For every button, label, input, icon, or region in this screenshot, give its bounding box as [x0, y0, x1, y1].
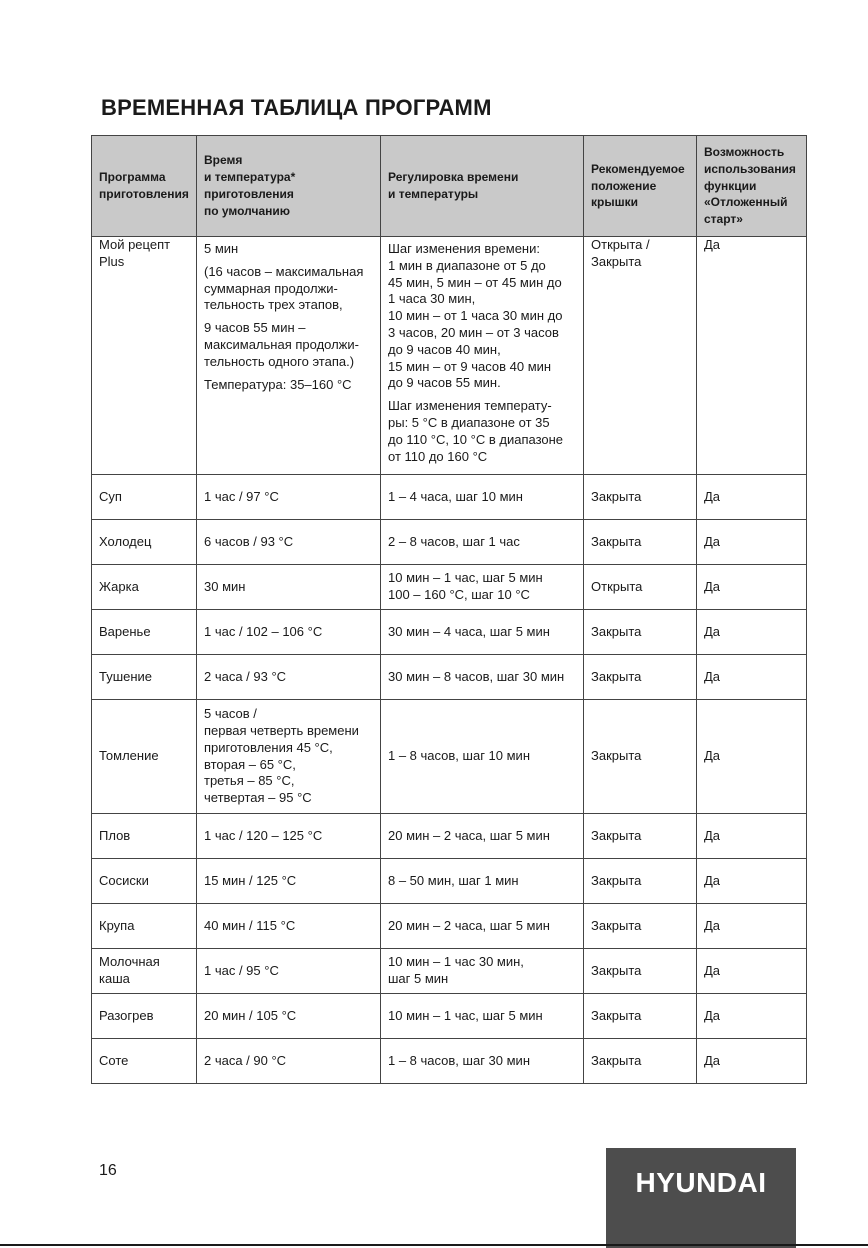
adjustment: 20 мин – 2 часа, шаг 5 мин — [381, 904, 584, 949]
program-name: Соте — [92, 1039, 197, 1084]
default-time: 5 часов / первая четверть времени приготовления 45 °C, вторая – 65 °C, третья – 85 °C, четвертая – 95 °C — [197, 700, 381, 814]
program-name: Молочная каша — [92, 949, 197, 994]
program-name: Плов — [92, 814, 197, 859]
default-time: 20 мин / 105 °C — [197, 994, 381, 1039]
lid-position: Закрыта — [584, 949, 697, 994]
table-row — [92, 994, 807, 1039]
header-program: Программа приготовления — [92, 136, 197, 237]
brand-wordmark: HYUNDAI — [635, 1167, 767, 1198]
page-title: ВРЕМЕННАЯ ТАБЛИЦА ПРОГРАММ — [101, 95, 492, 120]
lid-position: Открыта — [584, 565, 697, 610]
delayed-start: Да — [697, 700, 807, 814]
program-name: Суп — [92, 475, 197, 520]
delayed-start: Да — [697, 994, 807, 1039]
adjustment-cell — [381, 237, 584, 475]
table-row — [92, 1039, 807, 1084]
default-time: 30 мин — [197, 565, 381, 610]
default-time: 1 час / 95 °C — [197, 949, 381, 994]
adjustment: 1 – 8 часов, шаг 10 мин — [381, 700, 584, 814]
lid-position: Закрыта — [584, 700, 697, 814]
adjustment: 10 мин – 1 час, шаг 5 мин 100 – 160 °C, шаг 10 °C — [381, 565, 584, 610]
delayed-start: Да — [697, 859, 807, 904]
lid-position: Закрыта — [584, 859, 697, 904]
adjustment: 30 мин – 8 часов, шаг 30 мин — [381, 655, 584, 700]
table-row — [92, 610, 807, 655]
adjust-paragraph: Шаг изменения времени: 1 мин в диапазоне от 5 до 45 мин, 5 мин – от 45 мин до 1 часа 30 мин, 10 мин – от 1 часа 30 мин до 3 часов, 20 мин – от 3 часов до 9 часов 40 мин, 15 мин – от 9 часов 40 мин до 9 часов 55 мин. — [388, 241, 563, 391]
delayed-start: Да — [697, 1039, 807, 1084]
program-name: Холодец — [92, 520, 197, 565]
delayed-start: Да — [697, 565, 807, 610]
time-paragraph: 9 часов 55 мин – максимальная продолжи- тельность одного этапа.) — [204, 320, 359, 369]
program-name: Крупа — [92, 904, 197, 949]
program-name: Варенье — [92, 610, 197, 655]
time-paragraph: (16 часов – максимальная суммарная продолжи- тельность трех этапов, — [204, 263, 364, 313]
program-name: Мой рецепт Plus — [92, 237, 197, 475]
delayed-start: Да — [697, 949, 807, 994]
header-adjustment: Регулировка времени и температуры — [381, 136, 584, 237]
program-name: Разогрев — [92, 994, 197, 1039]
lid-position: Закрыта — [584, 994, 697, 1039]
adjustment: 1 – 4 часа, шаг 10 мин — [381, 475, 584, 520]
default-time: 6 часов / 93 °C — [197, 520, 381, 565]
adjustment: 10 мин – 1 час, шаг 5 мин — [381, 994, 584, 1039]
adjustment: 30 мин – 4 часа, шаг 5 мин — [381, 610, 584, 655]
header-default-time-temp: Время и температура* приготовления по умолчанию — [197, 136, 381, 237]
page-bottom-rule — [0, 1244, 868, 1246]
lid-position: Закрыта — [584, 814, 697, 859]
adjustment: 8 – 50 мин, шаг 1 мин — [381, 859, 584, 904]
program-name: Жарка — [92, 565, 197, 610]
table-row — [92, 655, 807, 700]
table-row — [92, 475, 807, 520]
adjustment: 2 – 8 часов, шаг 1 час — [381, 520, 584, 565]
delayed-start: Да — [697, 610, 807, 655]
default-time: 1 час / 120 – 125 °C — [197, 814, 381, 859]
adjustment: 10 мин – 1 час 30 мин, шаг 5 мин — [381, 949, 584, 994]
table-row — [92, 949, 807, 994]
header-lid-position: Рекомендуемое положение крышки — [584, 136, 697, 237]
lid-position: Открыта / Закрыта — [584, 237, 697, 475]
program-name: Томление — [92, 700, 197, 814]
adjustment: 20 мин – 2 часа, шаг 5 мин — [381, 814, 584, 859]
lid-position: Закрыта — [584, 904, 697, 949]
default-time: 15 мин / 125 °C — [197, 859, 381, 904]
default-time: 1 час / 102 – 106 °C — [197, 610, 381, 655]
default-time: 2 часа / 93 °C — [197, 655, 381, 700]
adjustment: 1 – 8 часов, шаг 30 мин — [381, 1039, 584, 1084]
table-row — [92, 520, 807, 565]
default-time: 2 часа / 90 °C — [197, 1039, 381, 1084]
table-row — [92, 859, 807, 904]
default-time-cell — [197, 237, 381, 475]
table-row — [92, 237, 807, 475]
lid-position: Закрыта — [584, 1039, 697, 1084]
hyundai-logo — [606, 1148, 796, 1248]
lid-position: Закрыта — [584, 475, 697, 520]
header-delayed-start: Возможность использования функции «Отложенный старт» — [697, 136, 807, 237]
delayed-start: Да — [697, 475, 807, 520]
delayed-start: Да — [697, 237, 807, 475]
table-row — [92, 700, 807, 814]
program-timetable — [91, 135, 807, 1084]
program-name: Сосиски — [92, 859, 197, 904]
table-header-row — [92, 136, 807, 237]
adjust-paragraph: Шаг изменения температу- ры: 5 °C в диапазоне от 35 до 110 °C, 10 °C в диапазоне от 110 до 160 °C — [388, 398, 564, 464]
time-paragraph: Температура: 35–160 °C — [204, 376, 352, 392]
lid-position: Закрыта — [584, 655, 697, 700]
delayed-start: Да — [697, 904, 807, 949]
default-time: 1 час / 97 °C — [197, 475, 381, 520]
table-row — [92, 814, 807, 859]
delayed-start: Да — [697, 655, 807, 700]
delayed-start: Да — [697, 814, 807, 859]
time-paragraph: 5 мин — [204, 241, 239, 256]
table-row — [92, 904, 807, 949]
program-name: Тушение — [92, 655, 197, 700]
page-number: 16 — [99, 1162, 117, 1179]
default-time: 40 мин / 115 °C — [197, 904, 381, 949]
lid-position: Закрыта — [584, 520, 697, 565]
lid-position: Закрыта — [584, 610, 697, 655]
delayed-start: Да — [697, 520, 807, 565]
table-row — [92, 565, 807, 610]
